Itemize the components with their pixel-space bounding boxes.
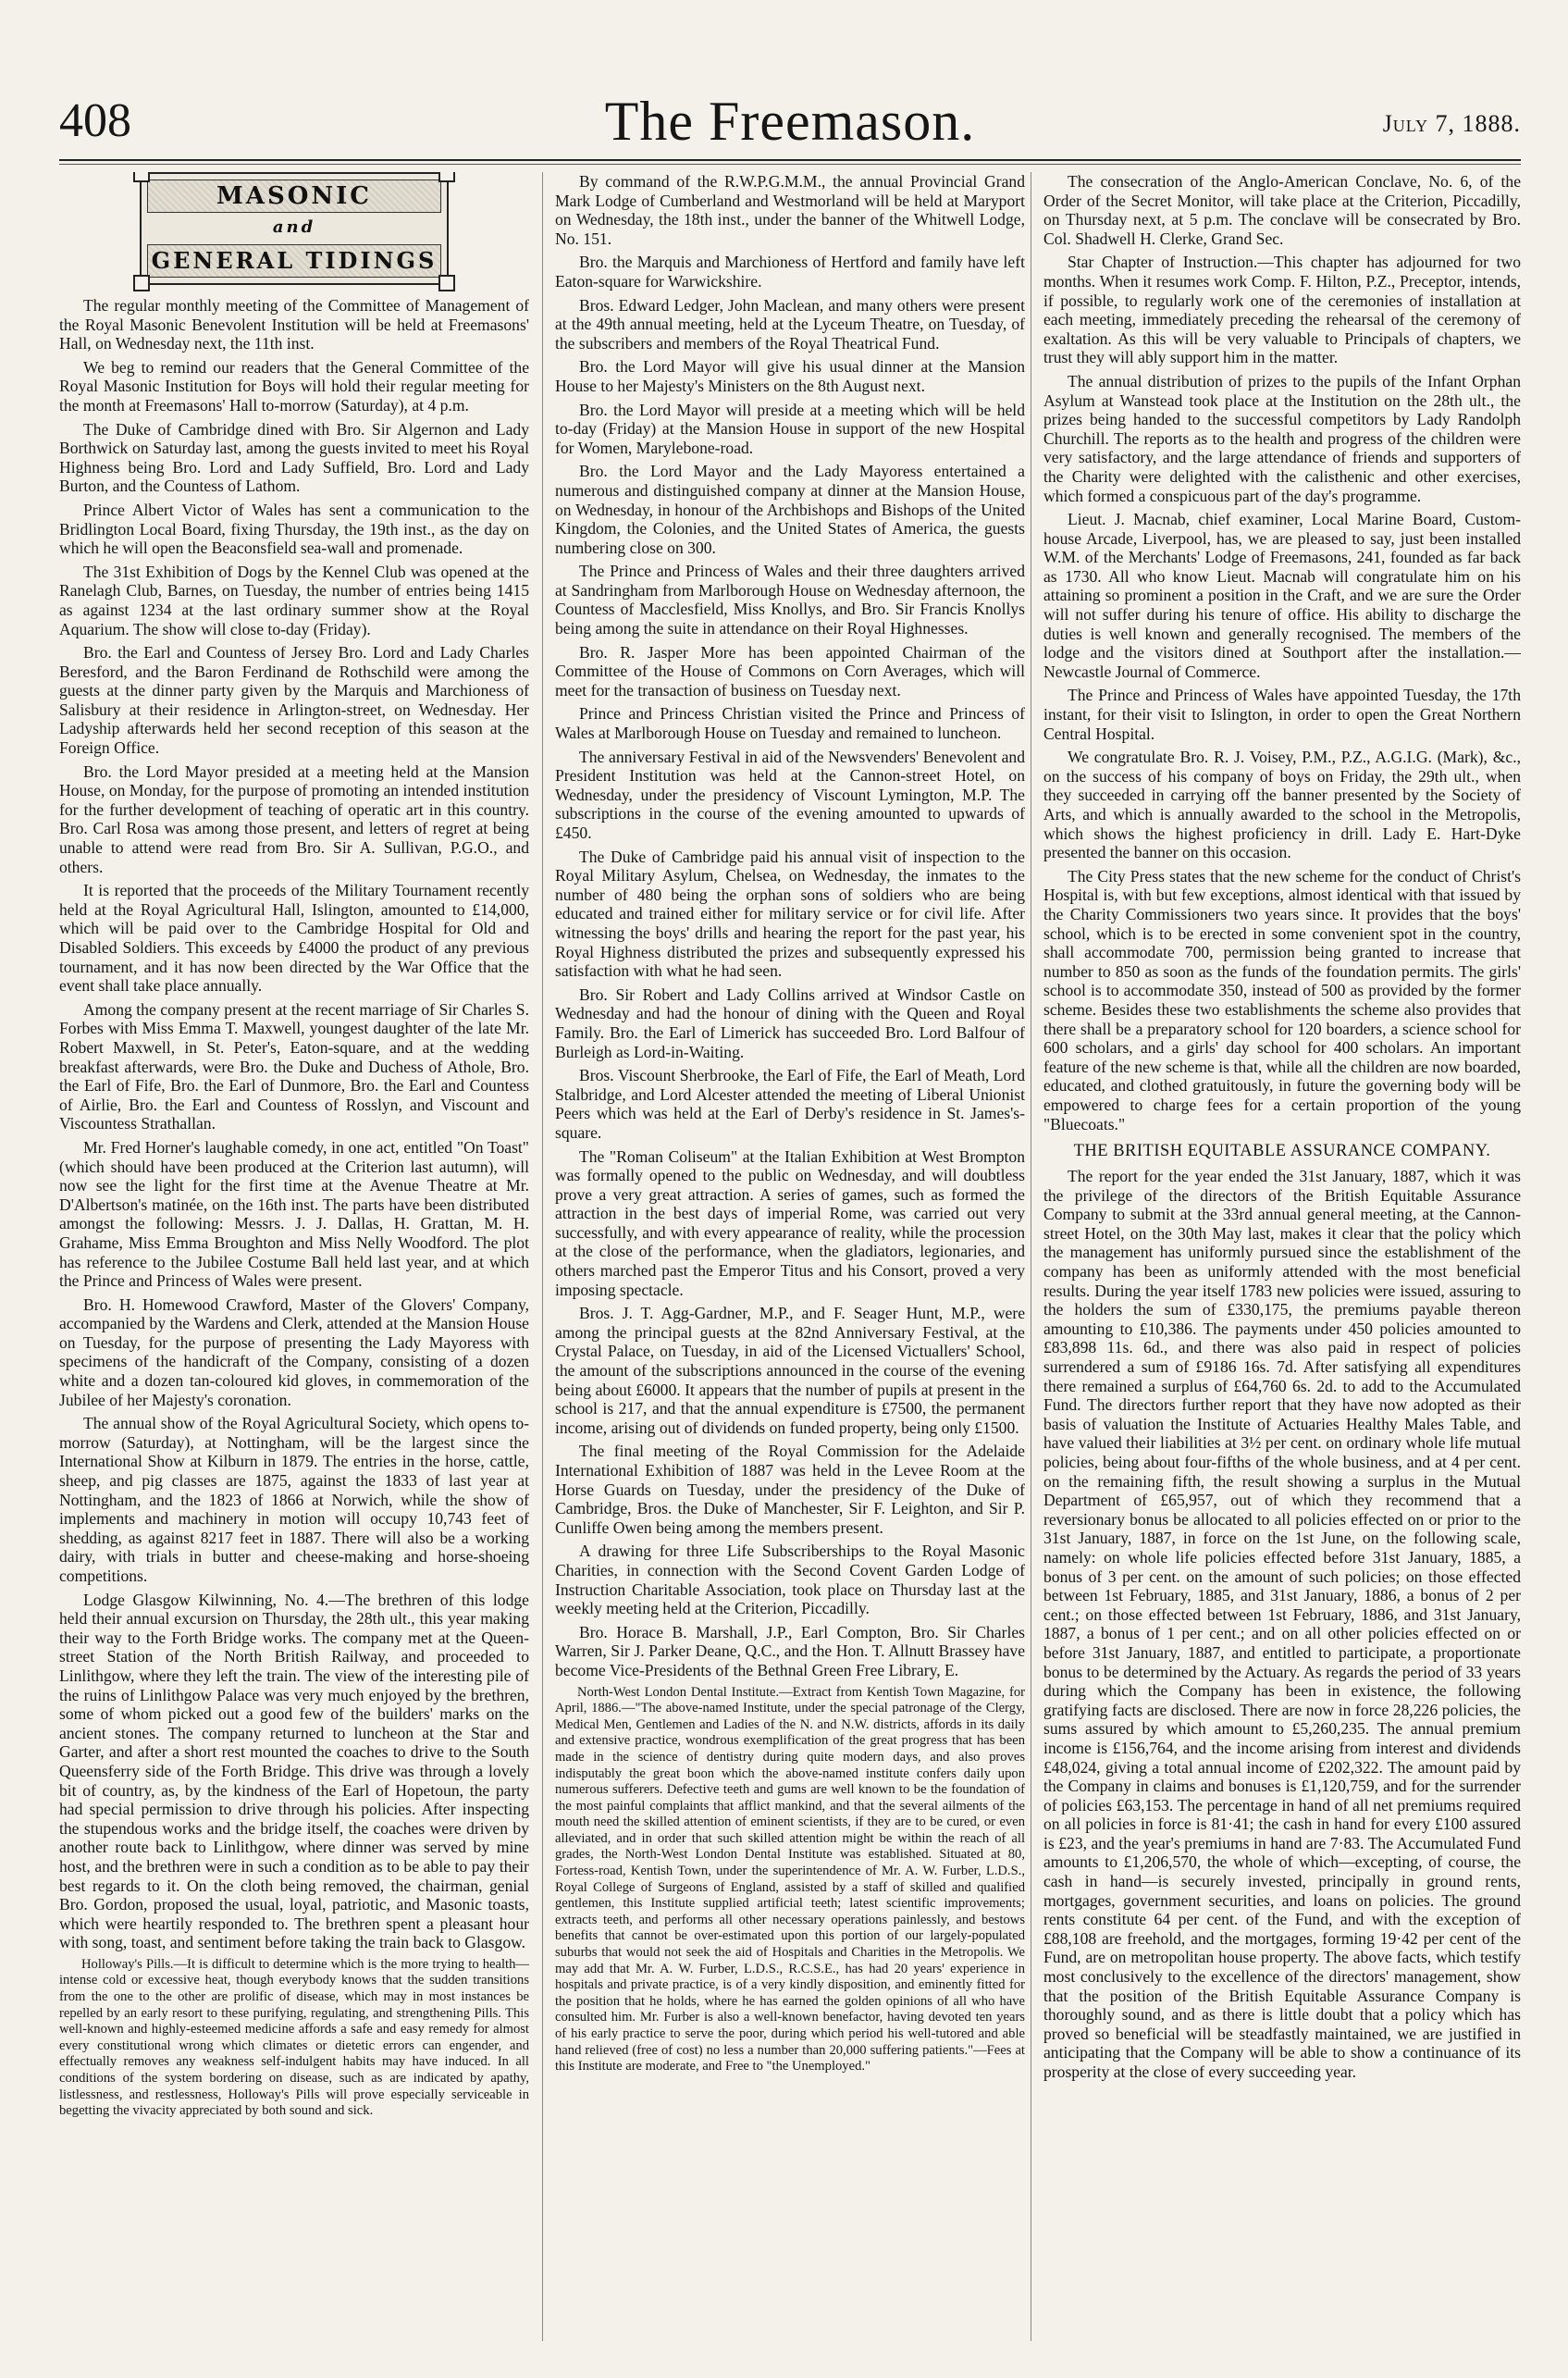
news-paragraph: By command of the R.W.P.G.M.M., the annual Provincial Grand Mark Lodge of Cumberland and Westmorland will be held at Maryport on Wednesday, the 18th inst., under the banner of the Whitwell Lodge, No. 151. (555, 172, 1025, 248)
news-paragraph: The annual show of the Royal Agricultural Society, which opens to-morrow (Saturday), at Nottingham, will be the largest since the International Show at Kilburn in 1879. The entries in the horse, cattle, sheep, and pig classes are 1875, against the 1833 of last year at Nottingham, and the 1823 of 1866 at Norwich, while the show of implements and machinery in motion will occupy 10,743 feet of shedding, as against 8217 feet in 1887. There will also be a working dairy, with trials in butter and cheese-making and horse-shoeing competitions. (59, 1414, 529, 1585)
section-title-line-3: GENERAL TIDINGS (151, 247, 438, 274)
news-paragraph: Bro. the Lord Mayor and the Lady Mayoress entertained a numerous and distinguished company at dinner at the Mansion House, on Wednesday, in honour of the Archbishops and Bishops of the United Kingdom, the Colonies, and the United States of America, the guests numbering close on 300. (555, 462, 1025, 557)
news-paragraph: Prince and Princess Christian visited the Prince and Princess of Wales at Marlborough House on Tuesday and remained to luncheon. (555, 704, 1025, 743)
news-paragraph: The report for the year ended the 31st January, 1887, which it was the privilege of the directors of the British Equitable Assurance Company to submit at the 33rd annual general meeting, at the Cannon-street Hotel, on the 30th May last, makes it clear that the policy which the management has uniformly pursued since the establishment of the company has been as uniformly attended with the most beneficial results. During the year itself 1783 new policies were issued, assuring to the holders the sum of £330,175, the premiums payable thereon amounting to £10,386. The payments under 450 policies amounted to £83,898 11s. 6d., and there was also paid in respect of policies surrendered a sum of £9186 16s. 7d. After satisfying all expenditures there remained a surplus of £64,760 6s. 2d. to add to the Accumulated Fund. The directors further report that they have now adopted as their basis of valuation the Institute of Actuaries Healthy Males Table, and have valued their liabilities at 3½ per cent. on ordinary whole life mutual policies, being about four-fifths of the whole business, and at 4 per cent. on the remaining fifth, the result showing a surplus in the Mutual Department of £65,957, out of which they recommend that a reversionary bonus be allocated to all policies effected on or prior to the 31st January, 1887, in force on the 1st June, on the following scale, namely: on whole life policies effected before 31st January, 1885, a bonus of 3 per cent. on the amount of such policies; on those effected between 1st February, 1885, and 31st January, 1886, a bonus of 2 per cent.; on those effected between 1st February, 1886, and 31st January, 1887, a bonus of 1 per cent.; and on all other policies effected on or before 31st January, 1887, and entitled to participate, a proportionate bonus to be determined by the Actuary. As regards the period of 33 years during which the Company has been in existence, the following gratifying facts are disclosed. There are now in force 28,226 policies, the sums assured by which amount to £5,260,235. The annual premium income is £156,764, and the income arising from interest and dividends £48,024, giving a total annual income of £202,322. The amount paid by the Company in claims and bonuses is £1,120,759, and for the surrender of policies £63,153. The percentage in hand of all net premiums required on all policies in force is 81·41; the cash in hand for every £100 assured is £23, and the year's premiums in hand are 7·83. The Accumulated Fund amounts to £1,206,570, the whole of which—excepting, of course, the cash in hand—is securely invested, principally in ground rents, mortgages, government securities, and loans on policies. The ground rents constitute 64 per cent. of the Fund, and with the exception of £88,108 are freehold, and the mortgages, forming 19·42 per cent of the Fund, are on metropolitan house property. The above facts, which testify most conclusively to the excellence of the directors' management, show that the position of the British Equitable Assurance Company is thoroughly sound, and as there is little doubt that a policy which has proved so beneficial will be steadfastly maintained, we are justified in anticipating that the Company will be able to show a continuance of its prosperity at the close of every succeeding year. (1043, 1167, 1521, 2081)
column-2 (555, 172, 1025, 2341)
news-paragraph: A drawing for three Life Subscriberships to the Royal Masonic Charities, in connection with the Second Covent Garden Lodge of Instruction Charitable Association, took place on Thursday last at the weekly meeting held at the Criterion, Piccadilly. (555, 1542, 1025, 1618)
masthead-title: The Freemason. (604, 91, 976, 152)
news-paragraph: The anniversary Festival in aid of the Newsvenders' Benevolent and President Institution was held at the Cannon-street Hotel, on Wednesday, under the presidency of Viscount Lymington, M.P. The subscriptions in the course of the evening amounted to upwards of £450. (555, 747, 1025, 842)
news-paragraph: The Duke of Cambridge paid his annual visit of inspection to the Royal Military Asylum, Chelsea, on Wednesday, the inmates to the number of 480 being the orphan sons of soldiers who are being educated and trained either for military service or for civil life. After witnessing the boys' drills and hearing the report for the past year, his Royal Highness distributed the prizes and subsequently expressed his satisfaction with what he had seen. (555, 847, 1025, 981)
news-paragraph: Bro. R. Jasper More has been appointed Chairman of the Committee of the House of Commons on Corn Averages, which will meet for the transaction of business on Tuesday next. (555, 642, 1025, 700)
news-paragraph: The "Roman Coliseum" at the Italian Exhibition at West Brompton was formally opened to the public on Wednesday, and will doubtless prove a very great attraction. A series of games, such as formed the attraction in the best days of imperial Rome, was carried out very successfully, and with every appearance of reality, while the procession at the close of the performance, when the gladiators, legionaries, and others marched past the Emperor Titus and his Consort, proved a very imposing spectacle. (555, 1146, 1025, 1299)
page-number: 408 (59, 94, 131, 147)
news-paragraph: Mr. Fred Horner's laughable comedy, in one act, entitled "On Toast" (which should have been produced at the Criterion last autumn), will now see the light for the first time at the Avenue Theatre at Mr. D'Albertson's matinée, on the 16th inst. The parts have been distributed amongst the following: Messrs. J. J. Dallas, H. Grattan, M. H. Grahame, Miss Emma Broughton and Miss Nelly Woodford. The plot has reference to the Jubilee Costume Ball held last year, and at which the Prince and Princess of Wales were present. (59, 1137, 529, 1291)
news-paragraph: The regular monthly meeting of the Committee of Management of the Royal Masonic Benevolent Institution will be held at Freemasons' Hall, on Wednesday next, the 11th inst. (59, 296, 529, 353)
news-paragraph: The Prince and Princess of Wales and their three daughters arrived at Sandringham from Marlborough House on Wednesday afternoon, the Countess of Macclesfield, Miss Knollys, and Bro. Sir Francis Knollys being among the suite in attendance on their Royal Highnesses. (555, 562, 1025, 638)
news-paragraph: The 31st Exhibition of Dogs by the Kennel Club was opened at the Ranelagh Club, Barnes, on Tuesday, the number of entries being 1415 as against 1234 at the last ordinary summer show at the Royal Aquarium. The show will close to-day (Friday). (59, 562, 529, 638)
column-3 (1043, 172, 1521, 2341)
news-paragraph: Among the company present at the recent marriage of Sir Charles S. Forbes with Miss Emma T. Maxwell, youngest daughter of the late Mr. Robert Maxwell, in St. Peter's, Eaton-square, and at the wedding breakfast afterwards, were Bro. the Duke and Duchess of Athole, Bro. the Earl of Fife, Bro. the Earl of Dunmore, Bro. the Earl and Countess of Airlie, Bro. the Earl and Countess of Rosslyn, and Viscount and Viscountess Strathallan. (59, 999, 529, 1133)
section-title-line-2: and (272, 217, 316, 237)
column-1 (59, 172, 529, 2341)
news-paragraph: Lieut. J. Macnab, chief examiner, Local Marine Board, Custom-house Arcade, Liverpool, has, we are pleased to say, just been installed W.M. of the Merchants' Lodge of Freemasons, 241, founded as far back as 1730. All who know Lieut. Macnab will congratulate him on his attaining so prominent a position in the Craft, and we are sure the Order will not suffer during his tenure of office. His ability to discharge the duties is well known and generally recognised. The members of the lodge and the visitors dined at Southport after the installation.—Newcastle Journal of Commerce. (1043, 510, 1521, 681)
news-paragraph: Prince Albert Victor of Wales has sent a communication to the Bridlington Local Board, fixing Thursday, the 19th inst., as the day on which he will open the Beaconsfield sea-wall and promenade. (59, 500, 529, 558)
advertisement-paragraph: Holloway's Pills.—It is difficult to determine which is the more trying to health—intense cold or excessive heat, though everybody knows that the sudden transitions from the one to the other are prolific of disease, which may in most instances be repelled by an early resort to these purifying, regulating, and strengthening Pills. This well-known and highly-esteemed medicine affords a safe and easy remedy for almost every constitutional wrong which climates or dietetic errors can engender, and effectually removes any weakness self-indulgent habits may have induced. In all conditions of the system bordering on disease, such as are indicated by apathy, listlessness, and restlessness, Holloway's Pills will prove especially serviceable in begetting the vivacity appreciated by both sound and sick. (59, 1956, 529, 2119)
news-paragraph: Bro. the Earl and Countess of Jersey Bro. Lord and Lady Charles Beresford, and the Baron Ferdinand de Rothschild were among the guests at the dinner party given by the Marquis and Marchioness of Salisbury at their residence in Arlington-street, on Wednesday. Her Ladyship afterwards held her second reception of this season at the Foreign Office. (59, 643, 529, 758)
news-paragraph: It is reported that the proceeds of the Military Tournament recently held at the Royal Agricultural Hall, Islington, amounted to £14,000, which will be paid over to the Cambridge Hospital for Old and Disabled Soldiers. This exceeds by £4000 the product of any previous tournament, and it has now been directed by the War Office that the event shall take place annually. (59, 881, 529, 996)
news-paragraph: Bro. Horace B. Marshall, J.P., Earl Compton, Bro. Sir Charles Warren, Sir J. Parker Deane, Q.C., and the Hon. T. Allnutt Brassey have become Vice-Presidents of the Bethnal Green Free Library, E. (555, 1622, 1025, 1679)
news-paragraph: The Duke of Cambridge dined with Bro. Sir Algernon and Lady Borthwick on Saturday last, among the guests invited to meet his Royal Highness being Bro. Lord and Lady Suffield, Bro. Lord and Lady Burton, and the Countess of Lathom. (59, 419, 529, 496)
news-paragraph: We congratulate Bro. R. J. Voisey, P.M., P.Z., A.G.I.G. (Mark), &c., on the success of his company of boys on Friday, the 29th ult., when they succeeded in carrying off the banner presented by the Society of Arts, and which is annually awarded to the school in the Metropolis, which shows the highest proficiency in drill. Lady E. Hart-Dyke presented the banner on this occasion. (1043, 748, 1521, 862)
news-paragraph: Bro. H. Homewood Crawford, Master of the Glovers' Company, accompanied by the Wardens and Clerk, attended at the Mansion House on Tuesday, for the purpose of presenting the Lady Mayoress with specimens of the handicraft of the Company, consisting of a dozen white and a dozen tan-coloured kid gloves, in commemoration of the Jubilee of her Majesty's coronation. (59, 1294, 529, 1409)
news-paragraph: Bro. the Lord Mayor will preside at a meeting which will be held to-day (Friday) at the Mansion House in support of the new Hospital for Women, Marylebone-road. (555, 400, 1025, 457)
news-paragraph: Bro. Sir Robert and Lady Collins arrived at Windsor Castle on Wednesday and had the honour of dining with the Queen and Royal Family. Bro. the Earl of Limerick has succeeded Bro. Lord Balfour of Burleigh as Lord-in-Waiting. (555, 985, 1025, 1061)
news-paragraph: Star Chapter of Instruction.—This chapter has adjourned for two months. When it resumes work Comp. F. Hilton, P.Z., Preceptor, intends, if possible, to regularly work one of the ceremonies of installation at each meeting, immediately preceding the rehearsal of the ceremony of exaltation. As this will be very valuable to Principals of chapters, we trust they will ably support him in the matter. (1043, 253, 1521, 367)
page-header (59, 85, 1521, 157)
news-paragraph: Bro. the Marquis and Marchioness of Hertford and family have left Eaton-square for Warwickshire. (555, 253, 1025, 291)
header-rule (59, 159, 1521, 161)
news-paragraph: The Prince and Princess of Wales have appointed Tuesday, the 17th instant, for their visit to Islington, in order to open the Great Northern Central Hospital. (1043, 686, 1521, 743)
article-heading: THE BRITISH EQUITABLE ASSURANCE COMPANY. (1073, 1142, 1491, 1161)
column-divider-1 (542, 172, 543, 2341)
news-paragraph: Bro. the Lord Mayor will give his usual dinner at the Mansion House to her Majesty's Ministers on the 8th August next. (555, 357, 1025, 395)
section-title-line-1: MASONIC (216, 182, 372, 210)
news-paragraph: Bros. Viscount Sherbrooke, the Earl of Fife, the Earl of Meath, Lord Stalbridge, and Lord Alcester attended the meeting of Liberal Unionist Peers which was held at the Earl of Derby's residence in St. James's-square. (555, 1066, 1025, 1142)
issue-date: July 7, 1888. (1382, 110, 1521, 137)
news-paragraph: The consecration of the Anglo-American Conclave, No. 6, of the Order of the Secret Monitor, will take place at the Criterion, Piccadilly, on Thursday next, at 5 p.m. The conclave will be consecrated by Bro. Col. Shadwell H. Clerke, Grand Sec. (1043, 172, 1521, 248)
news-paragraph: The annual distribution of prizes to the pupils of the Infant Orphan Asylum at Wanstead took place at the Institution on the 28th ult., the prizes being handed to the successful competitors by Lady Randolph Churchill. The reports as to the health and progress of the children were very satisfactory, and the large attendance of friends and supporters of the Charity were delighted with the calisthenic and other exercises, which formed a conspicuous part of the day's programme. (1043, 371, 1521, 505)
news-paragraph: Lodge Glasgow Kilwinning, No. 4.—The brethren of this lodge held their annual excursion on Thursday, the 28th ult., this year making their way to the Forth Bridge works. The company met at the Queen-street Station of the North British Railway, and proceeded to Linlithgow, where they left the train. The view of the interesting pile of the ruins of Linlithgow Palace was very much enjoyed by the brethren, some of whom picked out a good few of the builders' marks on the ancient stones. The company returned to luncheon at the Star and Garter, and after a short rest mounted the coaches to drive to the South Queensferry side of the Forth Bridge. This drive was through a lovely bit of country, as, by the kindness of the Earl of Hopetoun, the party had special permission to drive through his policies. After inspecting the stupendous works and the bridge itself, the coaches were driven by another route back to Linlithgow, where dinner was served by mine host, and the brethren were in such a condition as to be able to pay their best regards to it. On the cloth being removed, the chairman, genial Bro. Gordon, proposed the usual, loyal, patriotic, and Masonic toasts, which were heartily responded to. The brethren spent a pleasant hour with song, toast, and sentiment before taking the train back to Glasgow. (59, 1590, 529, 1952)
advertisement-paragraph: North-West London Dental Institute.—Extract from Kentish Town Magazine, for April, 1886.—"The above-named Institute, under the special patronage of the Clergy, Medical Men, Gentlemen and Ladies of the N. and N.W. districts, affords in its daily and extensive practice, wondrous exemplification of the great progress that has been made in the science of dentistry during quite modern days, and also proves indisputably the great boon which the above-named institute confers daily upon numerous sufferers. Defective teeth and gums are well known to be the foundation of the most painful complaints that afflict mankind, and that the several ailments of the mouth need the skilled attention of eminent scientists, if they are to be cured, or even alleviated, and in order that such skilled attention might be within the reach of all grades, the North-West London Dental Institute was established. Situated at 80, Fortess-road, Kentish Town, under the superintendence of Mr. A. W. Furber, L.D.S., Royal College of Surgeons of England, assisted by a staff of skilled and qualified gentlemen, this Institute supplied artificial teeth; latest scientific improvements; extracts teeth, and performs all other necessary operations painlessly, and bestows benefits that cannot be over-estimated upon this portion of our largely-populated suburbs that would not seek the aid of Hospitals and Charities in the Metropolis. We may add that Mr. A. W. Furber, L.D.S., R.C.S.E., has had 20 years' experience in hospitals and private practice, is of a very kindly disposition, and eminently fitted for the position that he holds, where he has earned the golden opinions of all who have consulted him. Mr. Furber is also a well-known benefactor, having devoted ten years of his early practice to serve the poor, during which period his well-tutored and able hand relieved (free of cost) no less a number than 20,000 suffering patients."—Fees at this Institute are moderate, and Free to "the Unemployed." (555, 1684, 1025, 2075)
news-paragraph: The final meeting of the Royal Commission for the Adelaide International Exhibition of 1887 was held in the Levee Room at the Horse Guards on Tuesday, under the presidency of the Duke of Cambridge, Bros. the Duke of Manchester, Sir F. Leighton, and Sir P. Cunliffe Owen being among the members present. (555, 1442, 1025, 1537)
news-paragraph: Bro. the Lord Mayor presided at a meeting held at the Mansion House, on Monday, for the purpose of promoting an intended institution for the further development of teaching of operatic art in this country. Bro. Carl Rosa was among those present, and letters of regret at being unable to attend were read from Bro. Sir A. Sullivan, P.G.O., and others. (59, 762, 529, 876)
news-paragraph: Bros. J. T. Agg-Gardner, M.P., and F. Seager Hunt, M.P., were among the principal guests at the 82nd Anniversary Festival, at the Crystal Palace, on Tuesday, in aid of the Licensed Victuallers' School, the amount of the subscriptions announced in the course of the evening being about £6000. It appears that the number of pupils at present in the school is 217, and that the annual expenditure is £7500, the permanent income, arising out of dividends on funded property, being only £1500. (555, 1304, 1025, 1437)
news-paragraph: Bros. Edward Ledger, John Maclean, and many others were present at the 49th annual meeting, held at the Lyceum Theatre, on Tuesday, of the subscribers and members of the Royal Theatrical Fund. (555, 295, 1025, 353)
news-paragraph: The City Press states that the new scheme for the conduct of Christ's Hospital is, with but few exceptions, almost identical with that issued by the Charity Commissioners two years since. It provides that the boys' school, which is to be erected in some convenient spot in the country, shall accommodate 700, permission being granted to increase that number to 850 as soon as the funds of the foundation permits. The girls' school is to accommodate 350, instead of 500 as provided by the former scheme. Besides these two establishments the scheme also provides that there shall be a preparatory school for 120 boarders, a science school for 600 scholars, and a girls' day school for 400 scholars. An important feature of the new scheme is that, while all the children are now boarded, educated, and clothed gratuitously, in future the governing body will be empowered to charge fees for a certain proportion of the young "Bluecoats." (1043, 866, 1521, 1133)
header-rule-thin (59, 164, 1521, 165)
news-paragraph: We beg to remind our readers that the General Committee of the Royal Masonic Institution for Boys will hold their regular meeting for the month at Freemasons' Hall to-morrow (Saturday), at 4 p.m. (59, 357, 529, 415)
section-title-ornament (140, 172, 449, 285)
